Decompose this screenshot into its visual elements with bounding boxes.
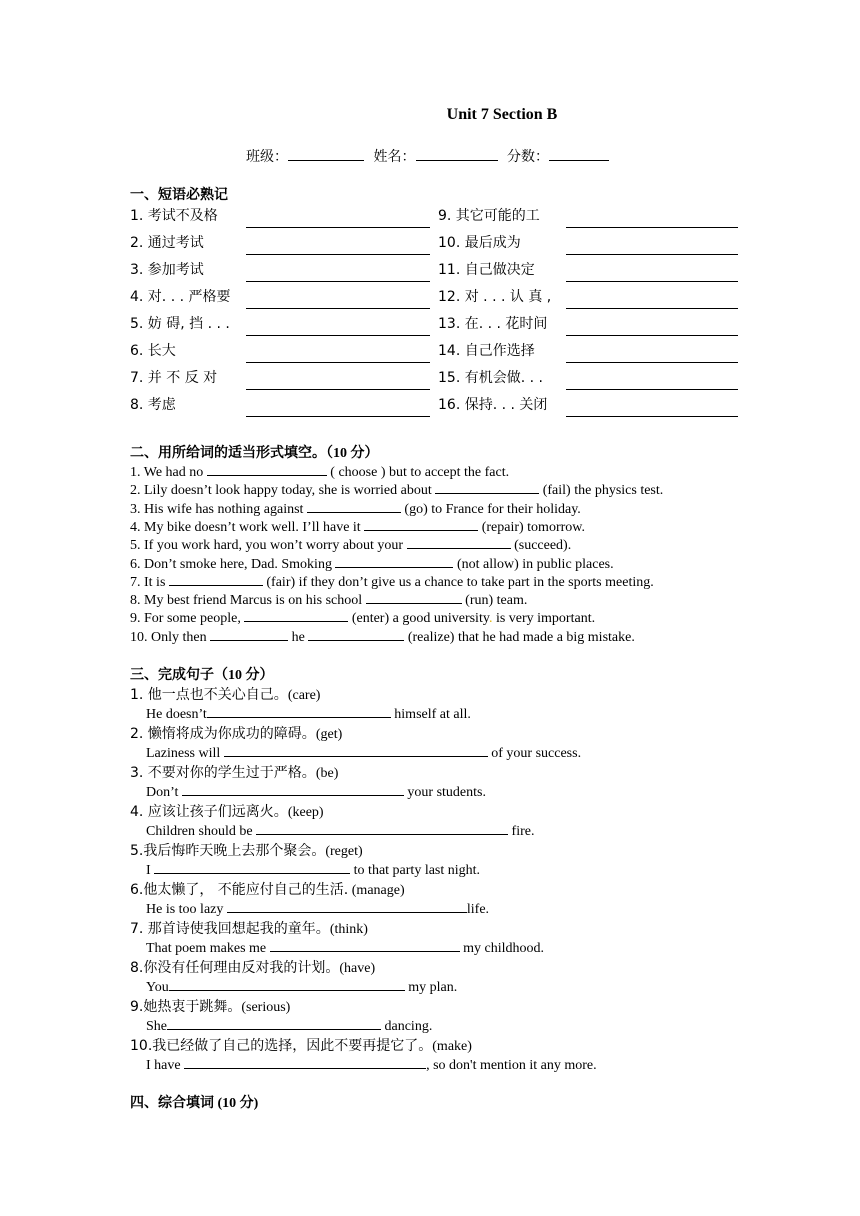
section4-heading [130, 1092, 258, 1112]
fill-item-9 [130, 608, 595, 627]
sentence-hint: (keep) [287, 805, 324, 820]
fill-item-text: is very important. [492, 611, 596, 627]
fill-item-3 [130, 499, 581, 518]
stray-dot-icon: . [488, 611, 493, 627]
fill-item-5 [130, 535, 571, 554]
section4-heading-text: 四、综合填词 [130, 1095, 214, 1111]
fill-item-text: 4. My bike doesn’t work well. I’ll have it [130, 519, 365, 535]
sentence-blank[interactable] [182, 782, 404, 796]
sentence-answer-5 [146, 860, 480, 879]
section4-points: (10 分) [214, 1096, 259, 1111]
phrase-item-9: 9. 其它可能的工 [438, 208, 540, 224]
phrase-answer-line-13[interactable] [566, 335, 738, 336]
sentence-hint: (serious) [241, 1000, 291, 1015]
sentence-text: Laziness will [146, 746, 224, 761]
phrase-item-1: 1. 考试不及格 [130, 208, 218, 224]
sentence-blank[interactable] [184, 1055, 426, 1069]
fill-item-text: 9. For some people, [130, 611, 245, 627]
sentence-text: dancing. [381, 1019, 433, 1034]
sentence-chinese: 10.我已经做了自己的选择，因此不要再提它了。 [130, 1038, 433, 1054]
sentence-hint: (make) [432, 1039, 472, 1054]
phrase-answer-line-3[interactable] [246, 281, 430, 282]
fill-item-text: ( choose ) but to accept the fact. [326, 465, 510, 480]
fill-item-text: (fair) if they don’t give us a chance to take part in the sports meeting. [262, 574, 654, 590]
phrase-answer-line-7[interactable] [246, 389, 430, 390]
sentence-prompt-8 [130, 957, 375, 977]
sentence-hint: (think) [329, 922, 368, 937]
sentence-hint: (have) [339, 961, 376, 976]
fill-item-text: 7. It is [130, 574, 169, 590]
sentence-answer-10 [146, 1055, 597, 1074]
fill-item-7 [130, 572, 654, 591]
score-label: 分数： [507, 150, 549, 165]
sentence-answer-9 [146, 1016, 432, 1035]
phrase-answer-line-2[interactable] [246, 254, 430, 255]
fill-blank[interactable] [366, 590, 462, 604]
sentence-text: my childhood. [459, 941, 545, 956]
fill-item-text: (realize) that he had made a big mistake. [404, 629, 635, 645]
sentence-chinese: 3. 不要对你的学生过于严格。 [130, 765, 316, 781]
phrase-answer-line-5[interactable] [246, 335, 430, 336]
sentence-blank[interactable] [227, 899, 467, 913]
sentence-prompt-9 [130, 996, 290, 1016]
sentence-answer-8 [146, 977, 457, 996]
sentence-answer-3 [146, 782, 486, 801]
sentence-chinese: 6.他太懒了， 不能应付自己的生活. [130, 882, 349, 898]
phrase-item-14: 14. 自己作选择 [438, 343, 535, 359]
sentence-blank[interactable] [167, 1016, 381, 1030]
sentence-prompt-2 [130, 723, 342, 743]
fill-blank[interactable] [307, 499, 401, 513]
phrase-answer-line-16[interactable] [566, 416, 738, 417]
phrase-answer-line-10[interactable] [566, 254, 738, 255]
fill-blank[interactable] [308, 627, 404, 641]
fill-item-4 [130, 517, 585, 536]
phrase-item-3: 3. 参加考试 [130, 262, 204, 278]
sentence-answer-4 [146, 821, 534, 840]
phrase-item-10: 10. 最后成为 [438, 235, 521, 251]
sentence-answer-7 [146, 938, 544, 957]
fill-item-8 [130, 590, 527, 609]
sentence-text: That poem makes me [146, 941, 270, 956]
phrase-item-7: 7. 并 不 反 对 [130, 370, 218, 386]
sentence-blank[interactable] [154, 860, 350, 874]
section2-points: （10 分） [326, 446, 379, 461]
phrase-answer-line-6[interactable] [246, 362, 430, 363]
name-blank[interactable] [416, 146, 498, 161]
phrase-answer-line-9[interactable] [566, 227, 738, 228]
sentence-prompt-7 [130, 918, 368, 938]
sentence-text: He is too lazy [146, 902, 227, 917]
fill-blank[interactable] [407, 535, 511, 549]
fill-blank[interactable] [210, 627, 288, 641]
section2-heading [130, 442, 379, 462]
fill-blank[interactable] [244, 608, 348, 622]
phrase-item-2: 2. 通过考试 [130, 235, 204, 251]
phrase-answer-line-4[interactable] [246, 308, 430, 309]
sentence-chinese: 9.她热衷于跳舞。 [130, 999, 242, 1015]
phrase-item-11: 11. 自己做决定 [438, 262, 535, 278]
sentence-text: You [146, 980, 169, 995]
phrase-answer-line-12[interactable] [566, 308, 738, 309]
sentence-text: I [146, 863, 155, 878]
fill-item-2 [130, 480, 663, 499]
sentence-prompt-3 [130, 762, 338, 782]
sentence-hint: (get) [315, 727, 343, 742]
sentence-chinese: 2. 懒惰将成为你成功的障碍。 [130, 726, 316, 742]
sentence-chinese: 1. 他一点也不关心自己。 [130, 687, 288, 703]
fill-blank[interactable] [335, 554, 453, 568]
sentence-text: to that party last night. [350, 863, 481, 878]
sentence-prompt-5 [130, 840, 363, 860]
sentence-text: fire. [508, 824, 535, 839]
phrase-item-4: 4. 对. . . 严格要 [130, 289, 231, 305]
sentence-chinese: 7. 那首诗使我回想起我的童年。 [130, 921, 330, 937]
student-info-line [246, 146, 615, 166]
sentence-blank[interactable] [256, 821, 508, 835]
fill-blank[interactable] [169, 572, 263, 586]
fill-item-text: (run) team. [461, 593, 528, 609]
phrase-item-13: 13. 在. . . 花时间 [438, 316, 548, 332]
fill-item-10 [130, 627, 635, 646]
sentence-answer-2 [146, 743, 581, 762]
fill-item-text: 3. His wife has nothing against [130, 501, 307, 517]
sentence-chinese: 8.你没有任何理由反对我的计划。 [130, 960, 340, 976]
phrase-item-12: 12. 对 . . . 认 真 , [438, 289, 552, 305]
section2-heading-text: 二、用所给词的适当形式填空。 [130, 445, 326, 461]
fill-item-text: (go) to France for their holiday. [400, 501, 581, 517]
fill-item-6 [130, 554, 614, 573]
sentence-prompt-4 [130, 801, 324, 821]
phrase-item-5: 5. 妨 碍, 挡 . . . [130, 316, 230, 332]
sentence-text: I have [146, 1058, 185, 1073]
phrase-item-6: 6. 长大 [130, 343, 176, 359]
sentence-answer-6 [146, 899, 489, 918]
phrase-answer-line-1[interactable] [246, 227, 430, 228]
sentence-blank[interactable] [169, 977, 405, 991]
phrase-item-15: 15. 有机会做. . . [438, 370, 543, 386]
fill-item-text: 5. If you work hard, you won’t worry about your [130, 538, 407, 554]
sentence-chinese: 4. 应该让孩子们远离火。 [130, 804, 288, 820]
fill-item-text: (succeed). [510, 538, 572, 554]
sentence-prompt-10 [130, 1035, 472, 1055]
sentence-prompt-6 [130, 879, 405, 899]
phrase-answer-line-11[interactable] [566, 281, 738, 282]
sentence-blank[interactable] [207, 704, 391, 718]
sentence-hint: (care) [287, 688, 321, 703]
fill-item-text: (repair) tomorrow. [478, 519, 585, 535]
fill-item-text: 10. Only then [130, 629, 211, 645]
fill-blank[interactable] [207, 462, 327, 476]
fill-item-text: 8. My best friend Marcus is on his school [130, 593, 366, 609]
fill-item-1 [130, 462, 509, 481]
sentence-chinese: 5.我后悔昨天晚上去那个聚会。 [130, 843, 326, 859]
sentence-blank[interactable] [224, 743, 488, 757]
sentence-blank[interactable] [270, 938, 460, 952]
phrase-item-16: 16. 保持. . . 关闭 [438, 397, 548, 413]
class-label: 班级： [246, 150, 288, 165]
fill-blank[interactable] [364, 517, 478, 531]
sentence-text: , so don't mention it any more. [426, 1058, 597, 1073]
phrase-answer-line-14[interactable] [566, 362, 738, 363]
sentence-hint: (reget) [325, 844, 363, 859]
fill-item-text: 1. We had no [130, 465, 207, 480]
sentence-hint: (manage) [348, 883, 405, 898]
sentence-text: himself at all. [390, 707, 471, 722]
fill-item-text: (enter) a good university [348, 611, 489, 627]
section3-heading-text: 三、完成句子 [130, 667, 214, 683]
class-blank[interactable] [288, 146, 364, 161]
phrase-answer-line-15[interactable] [566, 389, 738, 390]
sentence-text: Children should be [146, 824, 257, 839]
fill-item-text: he [288, 629, 309, 645]
section1-heading: 一、短语必熟记 [130, 187, 228, 203]
fill-item-text: 6. Don’t smoke here, Dad. Smoking [130, 556, 336, 572]
fill-item-text: (fail) the physics test. [539, 483, 664, 499]
sentence-text: She [146, 1019, 167, 1034]
phrase-answer-line-8[interactable] [246, 416, 430, 417]
sentence-text: Don’t [146, 785, 182, 800]
phrase-item-8: 8. 考虑 [130, 397, 176, 413]
fill-item-text: 2. Lily doesn’t look happy today, she is worried about [130, 483, 436, 499]
sentence-text: He doesn’t [146, 707, 207, 722]
section3-points: （10 分） [214, 668, 274, 683]
sentence-text: my plan. [404, 980, 458, 995]
sentence-text: your students. [403, 785, 486, 800]
sentence-answer-1 [146, 704, 471, 723]
fill-blank[interactable] [435, 480, 539, 494]
name-label: 姓名： [373, 150, 416, 165]
sentence-text: of your success. [487, 746, 582, 761]
fill-item-text: (not allow) in public places. [453, 556, 614, 572]
score-blank[interactable] [549, 146, 609, 161]
page-title: Unit 7 Section B [446, 106, 558, 123]
section3-heading [130, 664, 274, 684]
sentence-prompt-1 [130, 684, 320, 704]
sentence-text: life. [466, 902, 490, 917]
sentence-hint: (be) [315, 766, 339, 781]
